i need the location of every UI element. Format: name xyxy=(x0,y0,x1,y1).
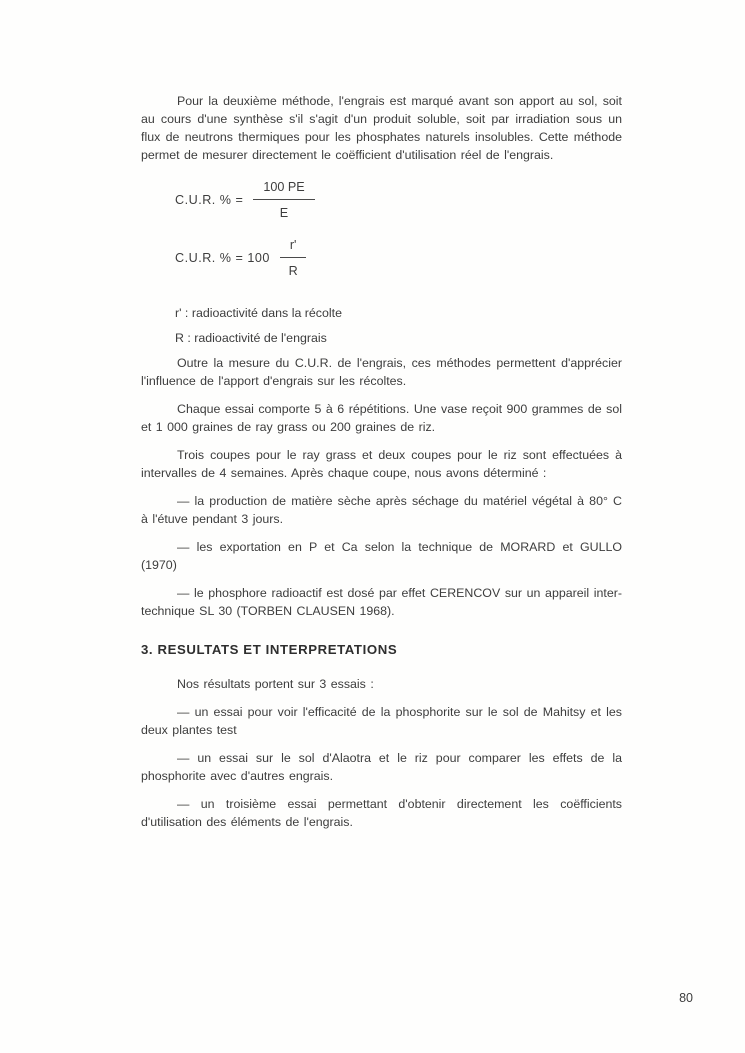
fraction-denominator: E xyxy=(279,206,289,220)
formula-cur-pe xyxy=(175,180,622,220)
formula-cur-pe-fraction xyxy=(253,180,314,220)
bullet-exportation: — les exportation en P et Ca selon la technique de MORARD et GULLO (1970) xyxy=(141,540,622,572)
fraction-numerator: 100 PE xyxy=(253,180,314,200)
bullet-essai-mahitsy: — un essai pour voir l'efficacité de la phosphorite sur le sol de Mahitsy et les deux plantes test xyxy=(141,705,622,737)
paragraph-method-intro: Pour la deuxième méthode, l'engrais est marqué avant son apport au sol, soit au cours d'une synthèse s'il s'agit d'un produit soluble, soit par irradiation sous un flux de neutrons thermiques pour les phosphates naturels insolubles. Cette méthode permet de mesurer directement le coëfficient d'utilisation réel de l'engrais. xyxy=(141,94,622,162)
definition-R: R : radioactivité de l'engrais xyxy=(175,331,327,345)
spacer xyxy=(141,296,622,304)
paragraph-nos-resultats: Nos résultats portent sur 3 essais : xyxy=(177,677,374,691)
fraction-denominator: R xyxy=(288,264,298,278)
page-content xyxy=(141,92,622,841)
paragraph-chaque-essai: Chaque essai comporte 5 à 6 répétitions. Une vase reçoit 900 grammes de sol et 1 000 graines de ray grass ou 200 graines de riz. xyxy=(141,402,622,434)
fraction-numerator: r' xyxy=(280,238,307,258)
formula-cur-r xyxy=(175,238,622,278)
bullet-production-matiere: — la production de matière sèche après séchage du matériel végétal à 80° C à l'étuve pendant 3 jours. xyxy=(141,494,622,526)
formula-cur-r-fraction xyxy=(280,238,307,278)
definition-r-prime: r' : radioactivité dans la récolte xyxy=(175,306,342,320)
bullet-essai-alaotra: — un essai sur le sol d'Alaotra et le riz pour comparer les effets de la phosphorite avec d'autres engrais. xyxy=(141,751,622,783)
bullet-essai-coefficients: — un troisième essai permettant d'obtenir directement les coëfficients d'utilisation des éléments de l'engrais. xyxy=(141,797,622,829)
formula-cur-r-lhs: C.U.R. % = 100 xyxy=(175,251,270,265)
paragraph-trois-coupes: Trois coupes pour le ray grass et deux coupes pour le riz sont effectuées à intervalles de 4 semaines. Après chaque coupe, nous avons déterminé : xyxy=(141,448,622,480)
page-number: 80 xyxy=(679,991,693,1005)
paragraph-outre-mesure: Outre la mesure du C.U.R. de l'engrais, ces méthodes permettent d'apprécier l'influence de l'apport d'engrais sur les récoltes. xyxy=(141,356,622,388)
bullet-phosphore-radioactif: — le phosphore radioactif est dosé par effet CERENCOV sur un appareil inter-technique SL 30 (TORBEN CLAUSEN 1968). xyxy=(141,586,622,618)
formula-cur-pe-lhs: C.U.R. % = xyxy=(175,193,244,207)
section-heading-resultats: 3. RESULTATS ET INTERPRETATIONS xyxy=(141,642,398,657)
